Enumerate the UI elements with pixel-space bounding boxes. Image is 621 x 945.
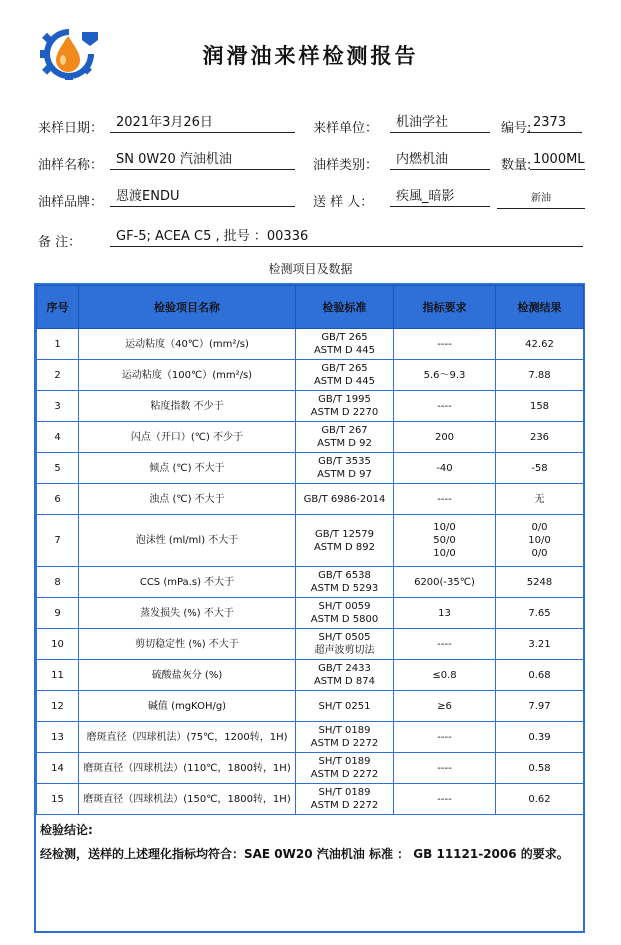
table-row	[37, 515, 584, 567]
standard-line: ASTM D 2272	[310, 738, 379, 749]
row-requirement: ≥6	[394, 691, 496, 722]
row-item-name: 浊点 (℃) 不大于	[79, 484, 296, 515]
standard-line: ASTM D 97	[317, 469, 372, 480]
row-item-name: 泡沫性 (ml/ml) 不大于	[79, 515, 296, 567]
row-standard	[296, 660, 394, 691]
table-row	[37, 567, 584, 598]
row-standard	[296, 753, 394, 784]
row-standard	[296, 422, 394, 453]
oil-type-value: 内燃机油	[390, 151, 490, 170]
row-standard	[296, 598, 394, 629]
row-no: 8	[37, 567, 79, 598]
standard-line: ASTM D 92	[317, 438, 372, 449]
standard-line: ASTM D 2272	[310, 800, 379, 811]
row-no: 4	[37, 422, 79, 453]
quantity-value: 1000ML	[530, 151, 585, 170]
table-row	[37, 784, 584, 815]
row-standard	[296, 360, 394, 391]
standard-line: ASTM D 892	[313, 541, 376, 553]
oil-type-label: 油样类别：	[313, 158, 379, 173]
standard-line: ASTM D 2272	[310, 769, 379, 780]
row-standard	[296, 453, 394, 484]
row-item-name: 倾点 (℃) 不大于	[79, 453, 296, 484]
row-result: 7.65	[496, 598, 584, 629]
row-no: 7	[37, 515, 79, 567]
row-requirement: ----	[394, 753, 496, 784]
row-standard	[296, 629, 394, 660]
row-requirement: ----	[394, 484, 496, 515]
table-header-row	[37, 286, 584, 329]
oil-name-label: 油样名称：	[38, 158, 104, 173]
row-result: 5248	[496, 567, 584, 598]
row-result: -58	[496, 453, 584, 484]
row-no: 3	[37, 391, 79, 422]
row-no: 9	[37, 598, 79, 629]
row-no: 15	[37, 784, 79, 815]
table-row	[37, 629, 584, 660]
row-standard	[296, 784, 394, 815]
row-no: 12	[37, 691, 79, 722]
requirement-line: 10/0	[433, 548, 456, 559]
row-item-name: 碱值 (mgKOH/g)	[79, 691, 296, 722]
standard-line: SH/T 0189	[318, 787, 371, 798]
header-requirement: 指标要求	[394, 286, 496, 329]
row-result	[496, 515, 584, 567]
row-requirement: -40	[394, 453, 496, 484]
results-table-frame	[34, 283, 585, 933]
conclusion-block	[36, 815, 583, 868]
row-item-name: 剪切稳定性 (%) 不大于	[79, 629, 296, 660]
result-line: 10/0	[528, 535, 551, 546]
row-result: 42.62	[496, 329, 584, 360]
row-requirement: ----	[394, 329, 496, 360]
row-result: 无	[496, 484, 584, 515]
standard-line: GB/T 3535	[318, 456, 371, 467]
sample-date-value: 2021年3月26日	[110, 114, 295, 133]
row-result: 3.21	[496, 629, 584, 660]
standard-line: ASTM D 5800	[310, 614, 379, 625]
row-no: 6	[37, 484, 79, 515]
standard-line: SH/T 0189	[318, 725, 371, 736]
row-standard	[296, 329, 394, 360]
table-row	[37, 360, 584, 391]
header-no: 序号	[37, 286, 79, 329]
row-no: 14	[37, 753, 79, 784]
standard-line: GB/T 6538	[318, 570, 371, 581]
row-standard: SH/T 0251	[296, 691, 394, 722]
standard-line: ASTM D 2270	[310, 407, 379, 418]
row-result: 0.58	[496, 753, 584, 784]
row-no: 13	[37, 722, 79, 753]
row-standard: GB/T 6986-2014	[296, 484, 394, 515]
row-standard	[296, 567, 394, 598]
row-result: 0.68	[496, 660, 584, 691]
results-table	[36, 285, 584, 815]
standard-line: SH/T 0189	[318, 756, 371, 767]
table-row	[37, 660, 584, 691]
row-no: 11	[37, 660, 79, 691]
row-item-name: 磨斑直径（四球机法）(150℃，1800转，1H)	[79, 784, 296, 815]
row-requirement: ----	[394, 391, 496, 422]
row-standard	[296, 722, 394, 753]
result-line: 0/0	[531, 548, 548, 559]
brand-value: 恩渡ENDU	[110, 188, 295, 207]
table-row	[37, 453, 584, 484]
row-requirement: ≤0.8	[394, 660, 496, 691]
row-item-name: 磨斑直径（四球机法）(110℃，1800转，1H)	[79, 753, 296, 784]
result-line: 0/0	[531, 522, 548, 533]
table-row	[37, 691, 584, 722]
standard-line: GB/T 265	[321, 363, 368, 374]
table-row	[37, 753, 584, 784]
standard-line: SH/T 0505	[318, 632, 371, 643]
remark-value: GF-5; ACEA C5 , 批号 ：00336	[110, 228, 583, 247]
row-item-name: 粘度指数 不少于	[79, 391, 296, 422]
sample-unit-value: 机油学社	[390, 114, 490, 133]
row-no: 2	[37, 360, 79, 391]
number-value: 2373	[527, 114, 582, 133]
row-requirement: 5.6～9.3	[394, 360, 496, 391]
standard-line: GB/T 12579	[314, 528, 375, 540]
standard-line: ASTM D 445	[313, 345, 376, 356]
header-standard: 检验标准	[296, 286, 394, 329]
row-item-name: 运动粘度（40℃）(mm²/s)	[79, 329, 296, 360]
table-row	[37, 422, 584, 453]
conclusion-title: 检验结论:	[40, 823, 93, 837]
row-no: 5	[37, 453, 79, 484]
sample-date-label: 来样日期：	[38, 121, 104, 136]
row-item-name: 运动粘度（100℃）(mm²/s)	[79, 360, 296, 391]
report-title: 润滑油来样检测报告	[202, 43, 419, 68]
row-requirement: 6200(-35℃)	[394, 567, 496, 598]
table-row	[37, 329, 584, 360]
row-requirement: 13	[394, 598, 496, 629]
row-item-name: 磨斑直径（四球机法）(75℃，1200转，1H)	[79, 722, 296, 753]
oil-state-value: 新油	[497, 190, 585, 209]
standard-line: GB/T 2433	[318, 663, 371, 674]
table-row	[37, 722, 584, 753]
remark-label: 备 注：	[38, 235, 82, 250]
row-result: 0.39	[496, 722, 584, 753]
row-standard	[296, 515, 394, 567]
row-requirement: 200	[394, 422, 496, 453]
standard-line: GB/T 1995	[318, 394, 371, 405]
standard-line: 超声波剪切法	[314, 645, 375, 656]
standard-line: SH/T 0059	[318, 601, 371, 612]
row-item-name: 蒸发损失 (%) 不大于	[79, 598, 296, 629]
table-row	[37, 391, 584, 422]
row-result: 7.88	[496, 360, 584, 391]
row-result: 236	[496, 422, 584, 453]
quantity-label: 数量:	[501, 158, 532, 173]
standard-line: GB/T 265	[321, 332, 368, 343]
table-row	[37, 484, 584, 515]
row-item-name: 闪点（开口）(℃) 不少于	[79, 422, 296, 453]
row-result: 0.62	[496, 784, 584, 815]
sender-label: 送 样 人：	[313, 195, 374, 210]
row-requirement: ----	[394, 784, 496, 815]
row-requirement: ----	[394, 722, 496, 753]
row-requirement: ----	[394, 629, 496, 660]
brand-label: 油样品牌：	[38, 195, 104, 210]
standard-line: GB/T 267	[321, 425, 368, 436]
section-title: 检测项目及数据	[268, 262, 353, 276]
requirement-line: 10/0	[433, 522, 456, 533]
row-result: 158	[496, 391, 584, 422]
row-item-name: 硫酸盐灰分 (%)	[79, 660, 296, 691]
sample-unit-label: 来样单位：	[313, 121, 379, 136]
conclusion-text: 经检测，送样的上述理化指标均符合：SAE 0W20 汽油机油 标准 ： GB 11121-2006 的要求。	[40, 847, 569, 861]
header-item-name: 检验项目名称	[79, 286, 296, 329]
row-requirement	[394, 515, 496, 567]
row-result: 7.97	[496, 691, 584, 722]
standard-line: ASTM D 874	[313, 676, 376, 687]
requirement-line: 50/0	[433, 535, 456, 546]
header-result: 检测结果	[496, 286, 584, 329]
sender-value: 疾風_暗影	[390, 188, 490, 207]
row-item-name: CCS (mPa.s) 不大于	[79, 567, 296, 598]
standard-line: ASTM D 5293	[310, 583, 379, 594]
oil-name-value: SN 0W20 汽油机油	[110, 151, 295, 170]
row-standard	[296, 391, 394, 422]
standard-line: ASTM D 445	[313, 376, 376, 387]
number-label: 编号:	[501, 121, 532, 136]
table-row	[37, 598, 584, 629]
row-no: 1	[37, 329, 79, 360]
row-no: 10	[37, 629, 79, 660]
